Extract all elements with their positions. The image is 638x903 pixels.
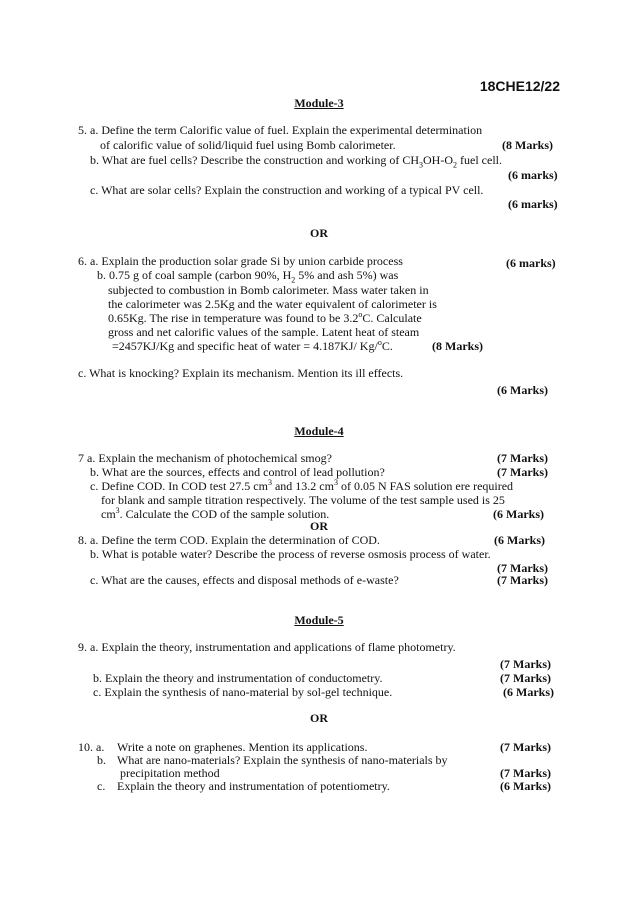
q6a: 6. a. Explain the production solar grade Si by union carbide process	[78, 254, 403, 268]
q6c: c. What is knocking? Explain its mechanism. Mention its ill effects.	[78, 366, 404, 380]
q8a: 8. a. Define the term COD. Explain the determination of COD.	[78, 533, 380, 547]
q7c-line3: $cm^3$. Calculate the COD of the sample solution.	[101, 506, 330, 521]
q9b: b. Explain the theory and instrumentation of conductometry.	[93, 671, 383, 685]
q9c: c. Explain the synthesis of nano-material by sol-gel technique.	[93, 685, 393, 699]
q5b-marks: (6 marks)	[508, 168, 558, 182]
q7b-marks: (7 Marks)	[497, 465, 548, 479]
q10c-marks: (6 Marks)	[500, 779, 551, 793]
q5b: b. What are fuel cells? Describe the construction and working of $CH_3OH-O_2$ fuel cell.	[90, 153, 502, 170]
q6b-line4: 0.65Kg. The rise in temperature was found to be 3.2$^o$C. Calculate	[108, 310, 422, 325]
q9c-marks: (6 Marks)	[503, 685, 554, 699]
or-divider-1: OR	[310, 226, 328, 240]
or-divider-2: OR	[310, 519, 328, 533]
q10a-marks: (7 Marks)	[500, 740, 551, 754]
q8b-marks: (7 Marks)	[497, 561, 548, 575]
q6b-line5: gross and net calorific values of the sample. Latent heat of steam	[108, 325, 420, 339]
q9b-marks: (7 Marks)	[500, 671, 551, 685]
q7c-line2: for blank and sample titration respectively. The volume of the test sample used is 25	[101, 493, 505, 507]
q8a-marks: (6 Marks)	[494, 533, 545, 547]
q7c-marks: (6 Marks)	[493, 507, 544, 521]
q5c: c. What are solar cells? Explain the construction and working of a typical PV cell.	[90, 183, 484, 197]
q6b-line6: =2457KJ/Kg and specific heat of water = 4.187KJ/ Kg/$^o$C.	[112, 338, 393, 353]
q5a-line1: 5. a. Define the term Calorific value of fuel. Explain the experimental determination	[78, 123, 483, 137]
q8c: c. What are the causes, effects and disposal methods of e-waste?	[90, 573, 399, 587]
q10b-line1: What are nano-materials? Explain the synthesis of nano-materials by	[117, 753, 448, 767]
q8b: b. What is potable water? Describe the process of reverse osmosis process of water.	[90, 547, 491, 561]
q10b-number: b.	[97, 753, 106, 767]
q6c-marks: (6 Marks)	[497, 383, 548, 397]
q10b-marks: (7 Marks)	[500, 766, 551, 780]
q10a-number: 10. a.	[78, 740, 105, 754]
q9a: 9. a. Explain the theory, instrumentation and applications of flame photometry.	[78, 640, 456, 654]
q10b-line2: precipitation method	[120, 766, 220, 780]
q10c-number: c.	[97, 779, 106, 793]
q5c-marks: (6 marks)	[508, 197, 558, 211]
q6a-marks: (6 marks)	[506, 256, 556, 270]
q9a-marks: (7 Marks)	[500, 657, 551, 671]
q7b: b. What are the sources, effects and control of lead pollution?	[90, 465, 385, 479]
q6b-line1: b. 0.75 g of coal sample (carbon 90%, $H_2$ 5% and ash 5%) was	[97, 268, 399, 285]
q5a-line2: of calorific value of solid/liquid fuel using Bomb calorimeter.	[100, 138, 396, 152]
module-5-title: Module-5	[294, 613, 344, 627]
q7a-marks: (7 Marks)	[497, 451, 548, 465]
q10c: Explain the theory and instrumentation of potentiometry.	[117, 779, 390, 793]
q6b-line2: subjected to combustion in Bomb calorimeter. Mass water taken in	[108, 283, 429, 297]
course-code: 18CHE12/22	[479, 78, 560, 94]
or-divider-3: OR	[310, 711, 328, 725]
q7a: 7 a. Explain the mechanism of photochemical smog?	[78, 451, 332, 465]
q5a-marks: (8 Marks)	[502, 138, 553, 152]
q6b-line3: the calorimeter was 2.5Kg and the water equivalent of calorimeter is	[108, 297, 437, 311]
q7c-line1: c. Define COD. In COD test 27.5 $cm^3$ and 13.2 $cm^3$ of 0.05 N FAS solution ere required	[90, 478, 514, 493]
q8c-marks: (7 Marks)	[497, 573, 548, 587]
q6b-marks: (8 Marks)	[432, 339, 483, 353]
q10a: Write a note on graphenes. Mention its applications.	[117, 740, 368, 754]
module-3-title: Module-3	[294, 96, 344, 110]
module-4-title: Module-4	[294, 424, 344, 438]
